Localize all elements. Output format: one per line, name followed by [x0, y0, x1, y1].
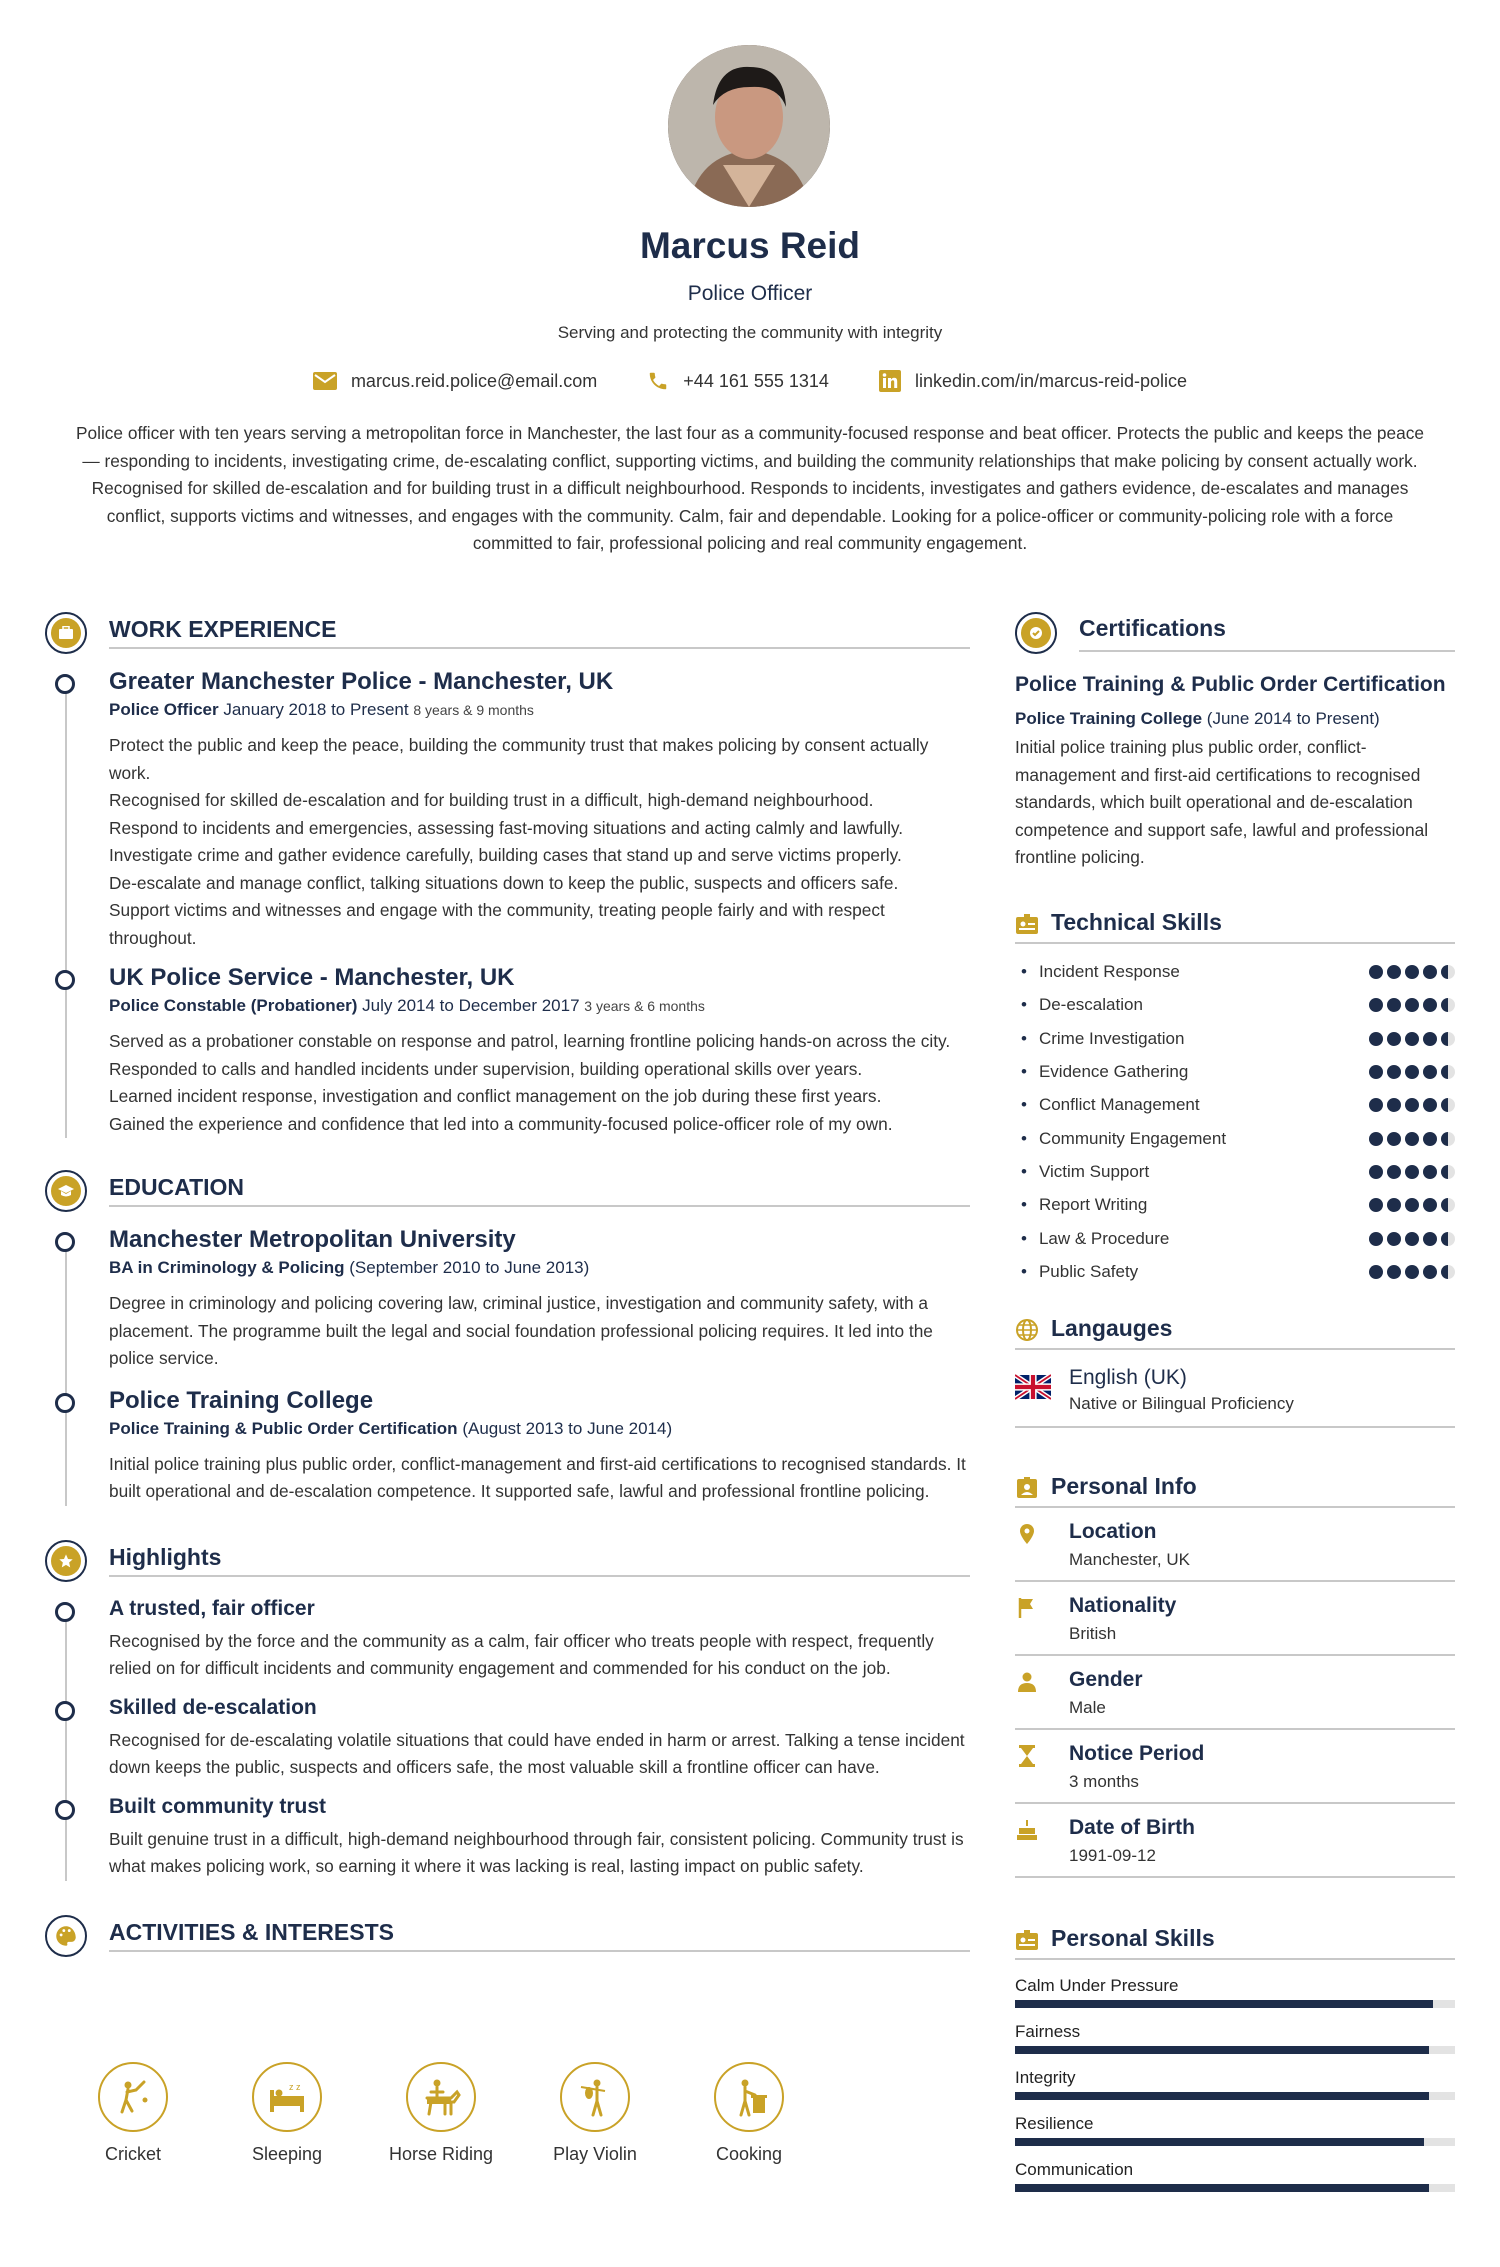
linkedin-icon — [879, 370, 901, 392]
activities-list — [80, 2062, 802, 2165]
technical-skills-header — [1015, 894, 1455, 944]
svg-text:z z: z z — [289, 2082, 301, 2092]
personal-skill — [1015, 2022, 1455, 2054]
certification-dates: (June 2014 to Present) — [1206, 709, 1380, 728]
rating-dot — [1423, 1198, 1437, 1212]
rating-dot — [1423, 1032, 1437, 1046]
personal-skill-name: Communication — [1015, 2160, 1134, 2180]
rating-dot — [1405, 1098, 1419, 1112]
rating-dot — [1387, 1065, 1401, 1079]
highlights-title: Highlights — [109, 1543, 222, 1570]
profile-photo — [668, 45, 830, 207]
rating-dot — [1441, 965, 1455, 979]
activity-violin — [542, 2062, 648, 2165]
personal-info-list — [1015, 1508, 1455, 1878]
left-column — [45, 600, 970, 1955]
highlight-text: Built genuine trust in a difficult, high-demand neighbourhood through fair, consistent policing. Community trust is what makes policing work, so earning it where it was lacking is real, lasting impact on public safety. — [109, 1828, 964, 1876]
flag-icon — [1015, 1596, 1039, 1620]
skill-rating — [1369, 1065, 1455, 1079]
email-text[interactable]: marcus.reid.police@email.com — [350, 370, 598, 391]
info-label: Gender — [1069, 1668, 1143, 1692]
divider — [109, 1575, 970, 1577]
certifications-title: Certifications — [1079, 615, 1226, 641]
rating-dot — [1441, 1232, 1455, 1246]
activity-sleeping — [234, 2062, 340, 2165]
personal-skill-name: Fairness — [1015, 2022, 1081, 2042]
info-location — [1015, 1508, 1455, 1582]
work-entry — [109, 962, 970, 1138]
graduation-cap-icon — [45, 1170, 87, 1212]
education-description: Initial police training plus public order, conflict-management and first-aid certifications to recognised standards. It built operational and de-escalation competence. It supported safe, lawful and professional frontline policing. — [109, 1453, 966, 1501]
technical-skill-row — [1015, 1255, 1455, 1288]
technical-skills-title: Technical Skills — [1051, 908, 1222, 935]
education-entry — [109, 1224, 970, 1373]
linkedin-text[interactable]: linkedin.com/in/marcus-reid-police — [914, 370, 1188, 391]
phone-contact[interactable] — [647, 370, 829, 392]
skill-rating — [1369, 1032, 1455, 1046]
rating-dot — [1405, 1065, 1419, 1079]
work-role: Police Officer — [109, 700, 219, 719]
phone-text[interactable]: +44 161 555 1314 — [683, 370, 829, 391]
technical-skill-row — [1015, 1189, 1455, 1222]
rating-dot — [1423, 1132, 1437, 1146]
education-org: Police Training College — [109, 1386, 374, 1414]
horse-rider-icon — [406, 2062, 476, 2132]
cake-icon — [1015, 1818, 1039, 1842]
rating-dot — [1441, 1265, 1455, 1279]
id-badge-icon — [1015, 1928, 1039, 1952]
work-entry — [109, 666, 970, 952]
rating-dot — [1405, 1265, 1419, 1279]
bed-icon — [252, 2062, 322, 2132]
person-icon — [1015, 1670, 1039, 1694]
info-value: Manchester, UK — [1069, 1550, 1190, 1570]
technical-skill-row — [1015, 1055, 1455, 1088]
technical-skill-name: • Public Safety — [1015, 1262, 1138, 1282]
personal-skill — [1015, 2160, 1455, 2192]
education-org: Manchester Metropolitan University — [109, 1226, 516, 1253]
certificate-icon — [1015, 612, 1057, 654]
activity-label: Cricket — [104, 2144, 161, 2164]
rating-dot — [1387, 1032, 1401, 1046]
technical-skill-name: • De-escalation — [1015, 995, 1143, 1015]
skill-rating — [1369, 1132, 1455, 1146]
skill-rating — [1369, 1265, 1455, 1279]
uk-flag-icon — [1015, 1374, 1051, 1400]
rating-dot — [1387, 998, 1401, 1012]
language-item — [1015, 1350, 1455, 1428]
work-dates: January 2018 to Present — [223, 700, 409, 719]
certification-issuer: Police Training College — [1015, 709, 1203, 728]
rating-dot — [1405, 1165, 1419, 1179]
palette-icon — [45, 1915, 87, 1957]
email-icon — [313, 372, 337, 390]
highlights-timeline — [45, 1594, 970, 1881]
rating-dot — [1387, 1265, 1401, 1279]
timeline-dot — [55, 674, 75, 694]
divider — [109, 647, 970, 649]
work-dates: July 2014 to December 2017 — [362, 996, 580, 1015]
info-value: 1991-09-12 — [1069, 1846, 1156, 1866]
skill-bar — [1015, 2000, 1455, 2008]
work-org: UK Police Service - Manchester, UK — [109, 964, 515, 991]
rating-dot — [1423, 1065, 1437, 1079]
technical-skill-row — [1015, 956, 1455, 989]
skill-rating — [1369, 1232, 1455, 1246]
linkedin-contact[interactable] — [879, 370, 1187, 392]
technical-skill-name: • Report Writing — [1015, 1195, 1147, 1215]
work-org: Greater Manchester Police - Manchester, UK — [109, 668, 614, 695]
rating-dot — [1387, 1232, 1401, 1246]
timeline-dot — [55, 1800, 75, 1820]
technical-skill-name: • Conflict Management — [1015, 1095, 1200, 1115]
divider — [109, 1205, 970, 1207]
personal-info-title: Personal Info — [1051, 1473, 1197, 1500]
skill-bar-fill — [1015, 2092, 1429, 2100]
rating-dot — [1387, 1132, 1401, 1146]
location-pin-icon — [1015, 1522, 1039, 1546]
info-nationality — [1015, 1582, 1455, 1656]
rating-dot — [1423, 1165, 1437, 1179]
education-degree: BA in Criminology & Policing — [109, 1258, 345, 1277]
skill-rating — [1369, 1098, 1455, 1112]
rating-dot — [1441, 998, 1455, 1012]
skill-rating — [1369, 998, 1455, 1012]
rating-dot — [1387, 1098, 1401, 1112]
right-column — [1015, 600, 1455, 2206]
rating-dot — [1423, 965, 1437, 979]
education-entry — [109, 1385, 970, 1506]
rating-dot — [1369, 998, 1383, 1012]
divider — [1079, 650, 1455, 652]
certification-description: Initial police training plus public order, conflict-management and first-aid certifications to recognised standards, which built operational and de-escalation competence and support safe, lawful and professional frontline policing. — [1015, 737, 1429, 867]
rating-dot — [1441, 1198, 1455, 1212]
rating-dot — [1369, 1265, 1383, 1279]
hourglass-icon — [1015, 1744, 1039, 1768]
technical-skill-name: • Incident Response — [1015, 962, 1180, 982]
rating-dot — [1369, 1098, 1383, 1112]
technical-skill-name: • Law & Procedure — [1015, 1229, 1169, 1249]
personal-skills-list — [1015, 1976, 1455, 2192]
activity-label: Horse Riding — [388, 2144, 494, 2164]
personal-skill-name: Calm Under Pressure — [1015, 1976, 1179, 1996]
divider — [1015, 1958, 1455, 1960]
highlight-entry — [109, 1693, 970, 1782]
rating-dot — [1369, 1232, 1383, 1246]
activity-label: Play Violin — [553, 2144, 637, 2164]
technical-skill-row — [1015, 989, 1455, 1022]
globe-icon — [1015, 1318, 1039, 1342]
language-name: English (UK) — [1069, 1366, 1187, 1390]
divider — [1015, 942, 1455, 944]
rating-dot — [1441, 1065, 1455, 1079]
work-role-line — [109, 994, 970, 1018]
cricket-icon — [98, 2062, 168, 2132]
education-timeline — [45, 1224, 970, 1506]
rating-dot — [1423, 1098, 1437, 1112]
work-description: Protect the public and keep the peace, building the community trust that makes policing by consent actually work. Recognised for skilled de-escalation and for building trust in a difficult, high-demand neighbourhood. Respond to incidents and emergencies, assessing fast-moving situations and acting calmly and lawfully. Investigate crime and gather evidence carefully, building cases that stand up and serve victims properly. De-escalate and manage conflict, talking situations down to keep the public, suspects and officers safe. Support victims and witnesses and engage with the community, treating people fairly and with respect throughout. — [109, 735, 929, 948]
timeline-dot — [55, 1701, 75, 1721]
language-level: Native or Bilingual Proficiency — [1069, 1394, 1294, 1414]
personal-skills-header — [1015, 1910, 1455, 1960]
rating-dot — [1369, 965, 1383, 979]
personal-skill-name: Integrity — [1015, 2068, 1076, 2088]
rating-dot — [1405, 1032, 1419, 1046]
info-label: Nationality — [1069, 1594, 1177, 1618]
technical-skill-name: • Evidence Gathering — [1015, 1062, 1188, 1082]
rating-dot — [1387, 1165, 1401, 1179]
work-duration: 8 years & 9 months — [413, 702, 534, 718]
info-date-of-birth — [1015, 1804, 1455, 1878]
certifications-header — [1015, 600, 1455, 652]
skill-rating — [1369, 1165, 1455, 1179]
skill-bar — [1015, 2092, 1455, 2100]
certification-entry — [1015, 670, 1455, 872]
skill-bar — [1015, 2046, 1455, 2054]
highlight-entry — [109, 1792, 970, 1881]
star-badge-icon — [45, 1540, 87, 1582]
rating-dot — [1441, 1032, 1455, 1046]
timeline-dot — [55, 970, 75, 990]
id-card-icon — [1015, 1476, 1039, 1500]
divider — [109, 1950, 970, 1952]
activity-cricket — [80, 2062, 186, 2165]
highlight-title: Built community trust — [109, 1794, 327, 1818]
technical-skill-name: • Community Engagement — [1015, 1129, 1226, 1149]
skill-bar — [1015, 2184, 1455, 2192]
technical-skill-name: • Crime Investigation — [1015, 1029, 1184, 1049]
highlight-title: A trusted, fair officer — [109, 1596, 315, 1620]
work-timeline — [45, 666, 970, 1138]
highlight-title: Skilled de-escalation — [109, 1695, 317, 1719]
rating-dot — [1423, 998, 1437, 1012]
work-experience-title: WORK EXPERIENCE — [109, 616, 337, 642]
rating-dot — [1387, 965, 1401, 979]
rating-dot — [1387, 1198, 1401, 1212]
work-role: Police Constable (Probationer) — [109, 996, 358, 1015]
activities-header — [45, 1903, 970, 1955]
info-label: Location — [1069, 1520, 1157, 1544]
certification-name: Police Training & Public Order Certification — [1015, 673, 1446, 696]
highlight-entry — [109, 1594, 970, 1683]
info-value: British — [1069, 1624, 1117, 1644]
technical-skill-row — [1015, 1155, 1455, 1188]
rating-dot — [1369, 1132, 1383, 1146]
education-degree-line — [109, 1417, 970, 1441]
info-gender — [1015, 1656, 1455, 1730]
rating-dot — [1369, 1198, 1383, 1212]
highlight-text: Recognised by the force and the community as a calm, fair officer who treats people with respect, frequently relied on for difficult incidents and community engagement and commended for his conduct on the job. — [109, 1630, 934, 1678]
highlight-text: Recognised for de-escalating volatile situations that could have ended in harm or arrest. Talking a tense incident down keeps the public, suspects and officers safe, the most valuable skill a frontline officer can have. — [109, 1729, 965, 1777]
candidate-name: Marcus Reid — [639, 225, 860, 266]
timeline-dot — [55, 1393, 75, 1413]
education-header — [45, 1158, 970, 1210]
rating-dot — [1423, 1232, 1437, 1246]
info-label: Date of Birth — [1069, 1816, 1195, 1840]
rating-dot — [1405, 1198, 1419, 1212]
personal-skill — [1015, 2114, 1455, 2146]
activity-cooking — [696, 2062, 802, 2165]
profile-summary: Police officer with ten years serving a metropolitan force in Manchester, the last four as a community-focused response and beat officer. Protects the public and keeps the peace — responding to incidents, investigating crime, de-escalating conflict, supporting victims, and building the community relationships that make policing by consent actually work. Recognised for skilled de-escalation and for building trust in a difficult neighbourhood. Responds to incidents, investigates and gathers evidence, de-escalates and manages conflict, supports victims and witnesses, and engages with the community. Calm, fair and dependable. Looking for a police-officer or community-policing role with a force committed to fair, professional policing and real community engagement. — [75, 423, 1425, 553]
personal-skill-name: Resilience — [1015, 2114, 1094, 2134]
technical-skill-row — [1015, 1222, 1455, 1255]
work-duration: 3 years & 6 months — [584, 998, 705, 1014]
education-degree-line — [109, 1256, 970, 1280]
email-contact[interactable] — [313, 370, 597, 392]
rating-dot — [1369, 1165, 1383, 1179]
rating-dot — [1405, 1132, 1419, 1146]
rating-dot — [1369, 1032, 1383, 1046]
candidate-role: Police Officer — [687, 282, 813, 305]
personal-skill — [1015, 1976, 1455, 2008]
personal-skill — [1015, 2068, 1455, 2100]
phone-icon — [647, 370, 669, 392]
chef-icon — [714, 2062, 784, 2132]
education-dates: (August 2013 to June 2014) — [462, 1418, 673, 1438]
skill-bar — [1015, 2138, 1455, 2146]
rating-dot — [1369, 1065, 1383, 1079]
id-badge-icon — [1015, 912, 1039, 936]
skill-bar-fill — [1015, 2184, 1429, 2192]
languages-title: Langauges — [1051, 1315, 1173, 1342]
info-value: Male — [1069, 1698, 1106, 1718]
technical-skill-row — [1015, 1122, 1455, 1155]
skill-rating — [1369, 965, 1455, 979]
personal-info-header — [1015, 1458, 1455, 1508]
info-value: 3 months — [1069, 1772, 1139, 1792]
rating-dot — [1423, 1265, 1437, 1279]
contact-bar — [0, 370, 1500, 392]
work-role-line — [109, 698, 970, 722]
technical-skill-row — [1015, 1022, 1455, 1055]
rating-dot — [1441, 1098, 1455, 1112]
technical-skills-list — [1015, 956, 1455, 1289]
highlights-header — [45, 1528, 970, 1580]
education-degree: Police Training & Public Order Certification — [109, 1418, 458, 1438]
education-description: Degree in criminology and policing covering law, criminal justice, investigation and community safety, with a placement. The programme built the legal and social foundation professional policing requires. It led into the police service. — [109, 1293, 933, 1368]
rating-dot — [1405, 965, 1419, 979]
skill-bar-fill — [1015, 2000, 1433, 2008]
timeline-dot — [55, 1602, 75, 1622]
rating-dot — [1441, 1132, 1455, 1146]
personal-skills-title: Personal Skills — [1051, 1925, 1215, 1952]
education-dates: (September 2010 to June 2013) — [349, 1258, 590, 1277]
briefcase-badge-icon — [45, 612, 87, 654]
rating-dot — [1405, 998, 1419, 1012]
activities-title: ACTIVITIES & INTERESTS — [109, 1918, 394, 1945]
activity-label: Sleeping — [251, 2144, 323, 2164]
technical-skill-name: • Victim Support — [1015, 1162, 1149, 1182]
work-description: Served as a probationer constable on response and patrol, learning frontline policing hands-on across the city. Responded to calls and handled incidents under supervision, building operational skills over years. Learned incident response, investigation and conflict management on the job during these first years. Gained the experience and confidence that led into a community-focused police-officer role of my own. — [109, 1031, 951, 1134]
work-experience-header — [45, 600, 970, 652]
tagline: Serving and protecting the community with integrity — [557, 323, 943, 342]
skill-rating — [1369, 1198, 1455, 1212]
education-title: EDUCATION — [109, 1174, 245, 1200]
technical-skill-row — [1015, 1089, 1455, 1122]
rating-dot — [1441, 1165, 1455, 1179]
info-label: Notice Period — [1069, 1742, 1205, 1766]
rating-dot — [1405, 1232, 1419, 1246]
timeline-dot — [55, 1232, 75, 1252]
info-notice-period — [1015, 1730, 1455, 1804]
activity-horse-riding — [388, 2062, 494, 2165]
skill-bar-fill — [1015, 2138, 1424, 2146]
certification-issuer-line — [1015, 704, 1455, 734]
languages-header — [1015, 1300, 1455, 1350]
skill-bar-fill — [1015, 2046, 1429, 2054]
violinist-icon — [560, 2062, 630, 2132]
activity-label: Cooking — [715, 2144, 783, 2164]
